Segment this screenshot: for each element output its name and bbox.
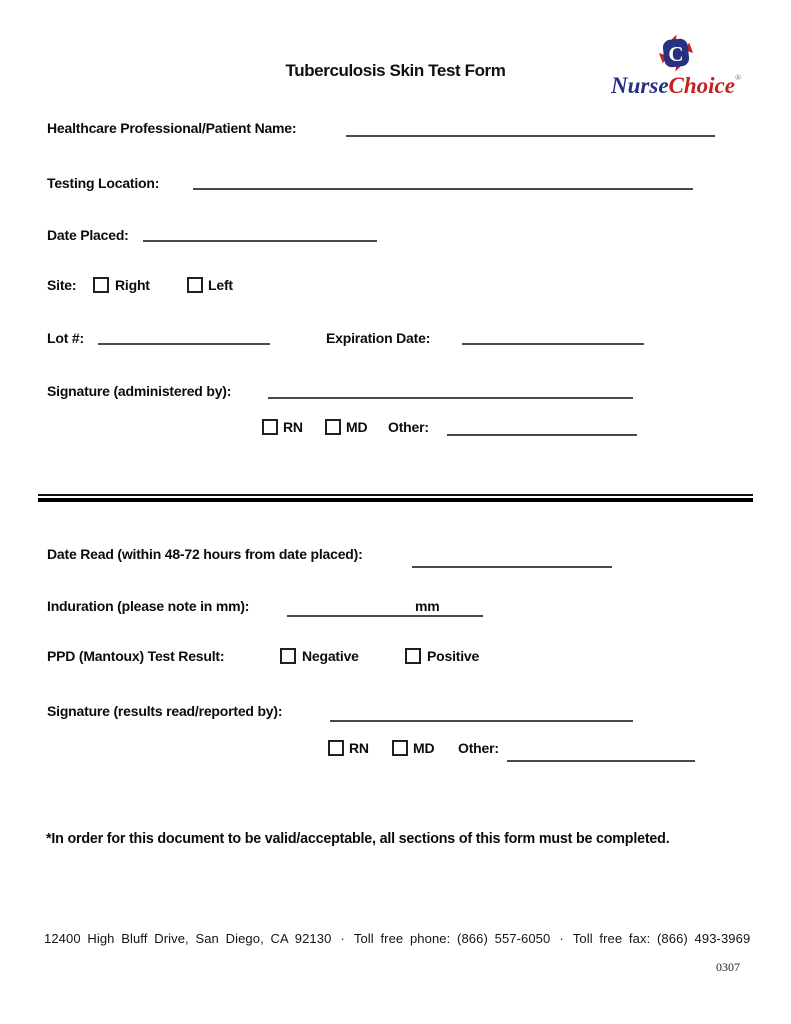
footer-separator: ·	[559, 931, 564, 946]
section-divider-thick-rule	[38, 498, 753, 502]
footer-separator: ·	[340, 931, 345, 946]
results-other-input-line[interactable]	[507, 760, 695, 762]
signature-results-label: Signature (results read/reported by):	[47, 703, 283, 719]
date-placed-input-line[interactable]	[143, 240, 377, 242]
results-rn-checkbox[interactable]	[328, 740, 344, 756]
site-left-label: Left	[208, 277, 233, 293]
name-label: Healthcare Professional/Patient Name:	[47, 120, 297, 136]
testing-location-input-line[interactable]	[193, 188, 693, 190]
expiration-date-input-line[interactable]	[462, 343, 644, 345]
form-code: 0307	[716, 960, 740, 974]
expiration-date-label: Expiration Date:	[326, 330, 431, 346]
signature-administered-label: Signature (administered by):	[47, 383, 232, 399]
ppd-result-label: PPD (Mantoux) Test Result:	[47, 648, 225, 664]
administered-md-label: MD	[346, 419, 368, 435]
logo-wordmark	[600, 74, 752, 97]
induration-unit-label: mm	[415, 598, 440, 614]
date-placed-label: Date Placed:	[47, 227, 129, 243]
administered-rn-label: RN	[283, 419, 303, 435]
date-read-input-line[interactable]	[412, 566, 612, 568]
results-other-label: Other:	[458, 740, 499, 756]
results-rn-label: RN	[349, 740, 369, 756]
induration-label: Induration (please note in mm):	[47, 598, 250, 614]
administered-rn-checkbox[interactable]	[262, 419, 278, 435]
section-divider-thin-rule	[38, 494, 753, 496]
footer-phone: Toll free phone: (866) 557-6050	[353, 931, 551, 946]
result-negative-checkbox[interactable]	[280, 648, 296, 664]
induration-input-line[interactable]	[287, 615, 483, 617]
testing-location-label: Testing Location:	[47, 175, 160, 191]
signature-results-input-line[interactable]	[330, 720, 633, 722]
result-positive-label: Positive	[427, 648, 480, 664]
results-md-checkbox[interactable]	[392, 740, 408, 756]
site-left-checkbox[interactable]	[187, 277, 203, 293]
site-right-checkbox[interactable]	[93, 277, 109, 293]
date-read-label: Date Read (within 48-72 hours from date placed):	[47, 546, 363, 562]
validity-note: *In order for this document to be valid/acceptable, all sections of this form must be completed.	[46, 831, 670, 847]
registered-mark: ®	[734, 73, 741, 82]
lot-number-input-line[interactable]	[98, 343, 270, 345]
nursechoice-pinwheel-icon	[655, 33, 697, 73]
site-label: Site:	[47, 277, 77, 293]
administered-other-input-line[interactable]	[447, 434, 637, 436]
result-positive-checkbox[interactable]	[405, 648, 421, 664]
signature-administered-input-line[interactable]	[268, 397, 633, 399]
page-title: Tuberculosis Skin Test Form	[285, 61, 506, 80]
logo-word-nurse: Nurse	[611, 73, 669, 98]
administered-other-label: Other:	[388, 419, 429, 435]
administered-md-checkbox[interactable]	[325, 419, 341, 435]
result-negative-label: Negative	[302, 648, 359, 664]
lot-number-label: Lot #:	[47, 330, 84, 346]
footer-fax: Toll free fax: (866) 493-3969	[572, 931, 751, 946]
logo-word-choice: Choice	[668, 73, 735, 98]
footer-contact-line	[44, 931, 754, 946]
footer-address: 12400 High Bluff Drive, San Diego, CA 92130	[44, 931, 332, 946]
site-right-label: Right	[115, 277, 150, 293]
name-input-line[interactable]	[346, 135, 715, 137]
logo-monogram: C	[668, 41, 684, 66]
nursechoice-logo	[600, 33, 752, 97]
results-md-label: MD	[413, 740, 435, 756]
